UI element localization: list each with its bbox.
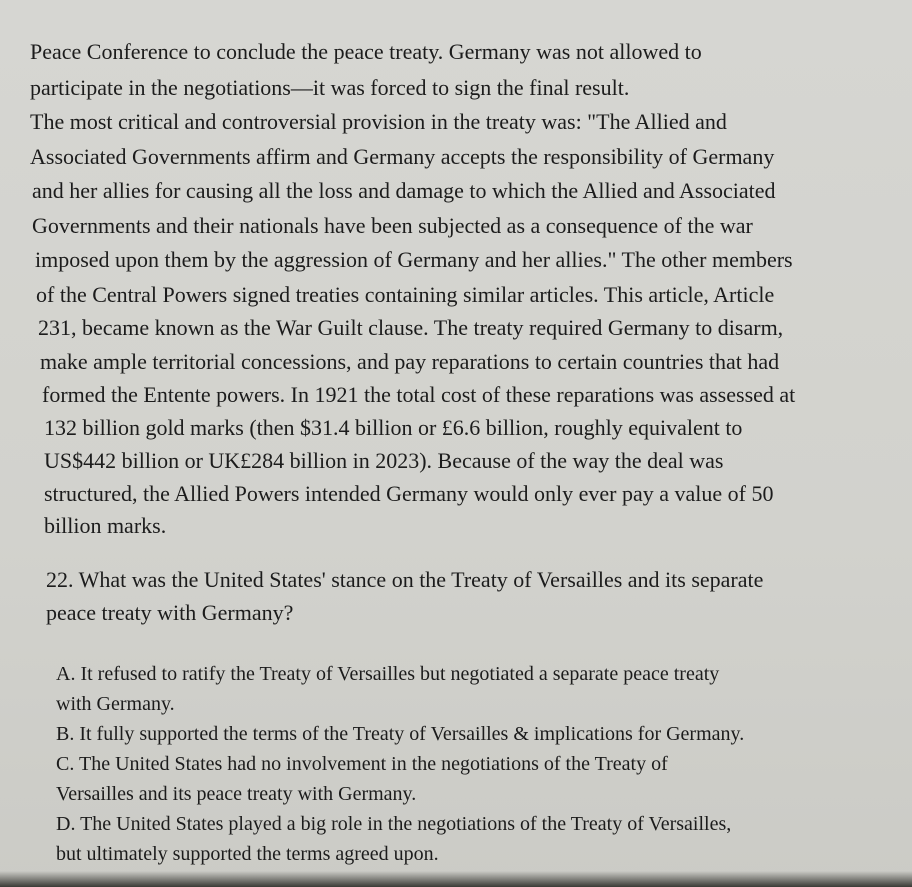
- passage-line: Peace Conference to conclude the peace treaty. Germany was not allowed to: [30, 39, 702, 64]
- passage-line: Governments and their nationals have been subjected as a consequence of the war: [32, 213, 753, 238]
- passage-line: of the Central Powers signed treaties containing similar articles. This article, Article: [36, 282, 775, 307]
- option-c[interactable]: C. The United States had no involvement in the negotiations of the Treaty of: [56, 753, 668, 775]
- passage-line: Associated Governments affirm and Germany accepts the responsibility of Germany: [30, 144, 775, 169]
- passage-line: and her allies for causing all the loss and damage to which the Allied and Associated: [32, 178, 776, 203]
- passage-line: make ample territorial concessions, and pay reparations to certain countries that had: [40, 349, 780, 374]
- option-b[interactable]: B. It fully supported the terms of the Treaty of Versailles & implications for Germany.: [56, 723, 745, 745]
- option-c-continued[interactable]: Versailles and its peace treaty with Germany.: [56, 783, 417, 805]
- passage-line: US$442 billion or UK£284 billion in 2023). Because of the way the deal was: [44, 448, 724, 473]
- passage-line: imposed upon them by the aggression of Germany and her allies." The other members: [35, 247, 793, 272]
- passage-line: structured, the Allied Powers intended Germany would only ever pay a value of 50: [44, 481, 774, 506]
- question-text: 22. What was the United States' stance on the Treaty of Versailles and its separate: [46, 567, 764, 592]
- passage-line: participate in the negotiations—it was forced to sign the final result.: [30, 75, 630, 100]
- question-text: peace treaty with Germany?: [46, 600, 294, 625]
- option-a-continued[interactable]: with Germany.: [56, 693, 175, 715]
- passage-line: 231, became known as the War Guilt clause. The treaty required Germany to disarm,: [38, 315, 784, 340]
- passage-line: formed the Entente powers. In 1921 the total cost of these reparations was assessed at: [42, 382, 796, 407]
- option-d[interactable]: D. The United States played a big role in the negotiations of the Treaty of Versailles,: [56, 813, 732, 835]
- option-a[interactable]: A. It refused to ratify the Treaty of Versailles but negotiated a separate peace treaty: [56, 663, 720, 685]
- page-edge-shadow: [0, 871, 912, 887]
- passage-line: 132 billion gold marks (then $31.4 billion or £6.6 billion, roughly equivalent to: [44, 415, 743, 440]
- passage-line: The most critical and controversial provision in the treaty was: "The Allied and: [30, 109, 727, 134]
- passage-line: billion marks.: [44, 513, 167, 538]
- option-d-continued[interactable]: but ultimately supported the terms agreed upon.: [56, 843, 439, 865]
